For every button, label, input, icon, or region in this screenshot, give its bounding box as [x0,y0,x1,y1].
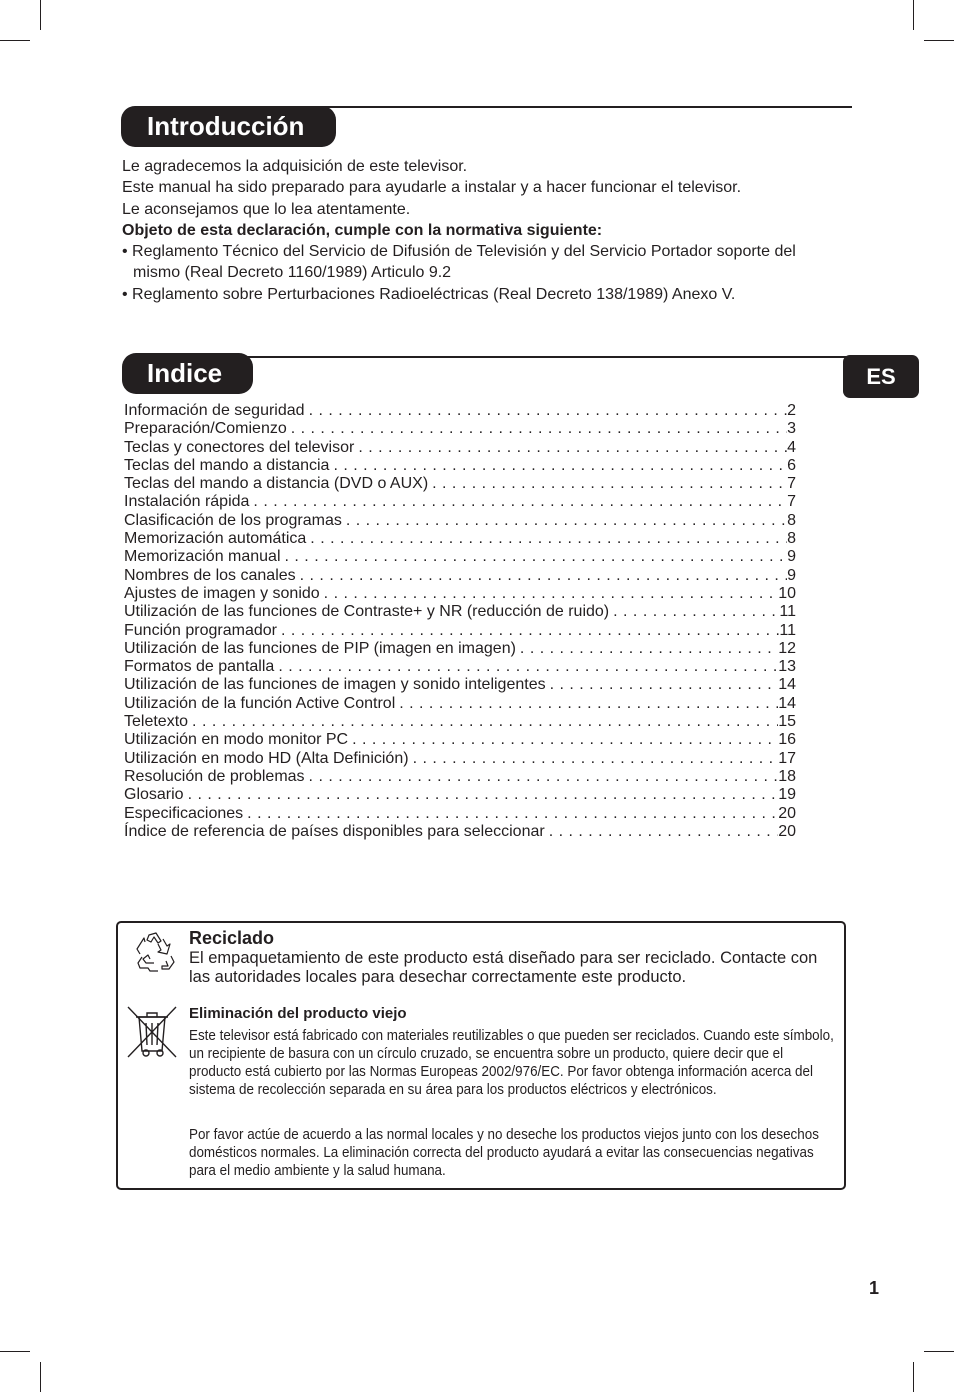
toc-entry-title: Ajustes de imagen y sonido [124,584,320,602]
toc-leader-dots [278,658,778,676]
crop-mark [924,40,954,41]
toc-leader-dots [549,823,779,841]
toc-leader-dots [399,695,778,713]
toc-entry-title: Glosario [124,786,184,804]
toc-leader-dots [333,457,787,475]
toc-entry [124,676,796,694]
crop-mark [0,1351,30,1352]
toc-entry-page: 3 [787,420,796,438]
toc-leader-dots [310,530,787,548]
old-product-text: Por favor actúe de acuerdo a las normal locales y no deseche los productos viejos junto con los desechos domésticos normales. La eliminación correcta del producto ayudará a evitar las consecuencias negativas para el medio ambiente y la salud humana. [189,1127,819,1179]
recycling-text: El empaquetamiento de este producto está diseñado para ser reciclado. Contacte con las autoridades locales para desechar correctamente este producto. [189,949,818,986]
toc-entry [124,622,796,640]
toc-entry-page: 11 [779,603,796,621]
toc-entry-page: 20 [778,804,796,822]
toc-leader-dots [285,548,788,566]
toc-entry [124,402,796,420]
toc-entry-title: Utilización de las funciones de imagen y sonido inteligentes [124,676,546,694]
toc-entry [124,439,796,457]
toc-entry-title: Memorización automática [124,530,307,548]
toc-leader-dots [324,585,779,603]
toc-entry [124,823,796,841]
toc-entry [124,548,796,566]
toc-entry [124,805,796,823]
crop-mark [0,40,30,41]
toc-entry-page: 19 [778,786,796,804]
toc-entry-title: Teclas del mando a distancia [124,456,330,474]
toc-entry-title: Función programador [124,621,277,639]
toc-leader-dots [253,493,787,511]
language-tab: ES [843,355,919,398]
toc-entry [124,731,796,749]
old-product-title: Eliminación del producto viejo [189,1005,407,1022]
toc-entry [124,786,796,804]
toc-entry-title: Formatos de pantalla [124,658,275,676]
toc-entry-page: 20 [778,822,796,840]
intro-line: Le aconsejamos que lo lea atentamente. [122,200,411,218]
section-rule [230,356,852,358]
toc-entry-title: Preparación/Comienzo [124,420,287,438]
toc-entry-title: Nombres de los canales [124,566,296,584]
section-rule [300,106,852,108]
intro-bold-line: Objeto de esta declaración, cumple con la normativa siguiente: [122,221,603,239]
toc-entry-title: Instalación rápida [124,493,250,511]
toc-leader-dots [309,402,788,420]
crossed-bin-icon [126,1005,178,1059]
toc-entry [124,695,796,713]
toc-entry-page: 11 [779,621,796,639]
toc-entry [124,567,796,585]
toc-leader-dots [550,676,779,694]
toc-leader-dots [309,768,779,786]
toc-leader-dots [413,750,779,768]
toc-entry [124,420,796,438]
toc-leader-dots [346,512,787,530]
toc-entry-page: 16 [778,731,796,749]
toc-entry-title: Utilización de las funciones de PIP (imagen en imagen) [124,639,516,657]
toc-leader-dots [281,622,779,640]
crop-mark [40,0,41,30]
toc-entry-page: 8 [787,530,796,548]
intro-bullet: • Reglamento Técnico del Servicio de Difusión de Televisión y del Servicio Portador soporte del mismo (Real Decreto 1160/1989) Articulo 9.2 [122,243,796,282]
toc-entry-page: 2 [787,402,796,419]
toc-entry [124,658,796,676]
toc-leader-dots [432,475,787,493]
crop-mark [924,1351,954,1352]
toc-leader-dots [352,731,778,749]
toc-entry-page: 4 [787,438,796,456]
toc-entry-page: 10 [778,584,796,602]
crop-mark [40,1362,41,1392]
toc-leader-dots [192,713,778,731]
toc-entry-title: Especificaciones [124,804,244,822]
toc-leader-dots [520,640,778,658]
toc-entry [124,640,796,658]
toc-entry-page: 14 [778,694,796,712]
toc-entry-page: 13 [778,658,796,676]
toc-entry-title: Teclas y conectores del televisor [124,438,355,456]
table-of-contents [124,402,796,841]
toc-entry-page: 8 [787,511,796,529]
intro-bullet: • Reglamento sobre Perturbaciones Radioeléctricas (Real Decreto 138/1989) Anexo V. [122,285,736,303]
toc-entry [124,493,796,511]
toc-entry-page: 7 [787,475,796,493]
toc-entry-title: Información de seguridad [124,402,305,419]
toc-leader-dots [247,805,778,823]
toc-entry [124,750,796,768]
toc-entry-title: Utilización de la función Active Control [124,694,396,712]
toc-leader-dots [358,439,787,457]
toc-entry [124,475,796,493]
toc-entry-title: Utilización en modo monitor PC [124,731,349,749]
toc-entry-title: Memorización manual [124,548,281,566]
toc-entry [124,585,796,603]
recycling-title: Reciclado [189,928,275,948]
toc-entry [124,530,796,548]
toc-leader-dots [613,603,779,621]
toc-entry-title: Clasificación de los programas [124,511,342,529]
toc-entry-page: 18 [778,767,796,785]
intro-heading: Introducción [121,106,336,147]
toc-entry-page: 12 [778,639,796,657]
index-heading: Indice [122,353,253,394]
toc-entry-page: 9 [787,548,796,566]
crop-mark [913,0,914,30]
toc-entry-page: 9 [787,566,796,584]
toc-leader-dots [291,420,787,438]
toc-entry [124,457,796,475]
toc-entry-page: 17 [778,749,796,767]
toc-entry [124,768,796,786]
toc-entry [124,512,796,530]
toc-entry-page: 6 [787,456,796,474]
toc-entry-title: Utilización de las funciones de Contraste+ y NR (reducción de ruido) [124,603,610,621]
toc-entry-title: Resolución de problemas [124,767,305,785]
toc-entry [124,603,796,621]
intro-text [122,156,842,305]
toc-entry-title: Teclas del mando a distancia (DVD o AUX) [124,475,429,493]
intro-line: Le agradecemos la adquisición de este televisor. [122,158,468,175]
toc-entry [124,713,796,731]
toc-entry-page: 7 [787,493,796,511]
intro-line: Este manual ha sido preparado para ayudarle a instalar y a hacer funcionar el televisor. [122,179,742,197]
toc-entry-title: Teletexto [124,713,189,731]
old-product-text: Este televisor está fabricado con materiales reutilizables o que pueden ser reciclados. Cuando este símbolo, un recipiente de basura con un círculo cruzado, se encuentra sobre un producto, quiere decir que el producto está cubierto por las Normas Europeas 2002/976/EC. Por favor obtenga información acerca del sistema de recolección separada en su área para los productos eléctricos y electrónicos. [189,1028,834,1098]
toc-leader-dots [188,786,779,804]
toc-entry-page: 15 [778,713,796,731]
crop-mark [913,1362,914,1392]
page-number: 1 [869,1278,880,1298]
toc-entry-title: Índice de referencia de países disponibles para seleccionar [124,822,545,840]
recycle-icon [134,930,178,974]
toc-leader-dots [300,567,787,585]
toc-entry-page: 14 [778,676,796,694]
toc-entry-title: Utilización en modo HD (Alta Definición) [124,749,409,767]
